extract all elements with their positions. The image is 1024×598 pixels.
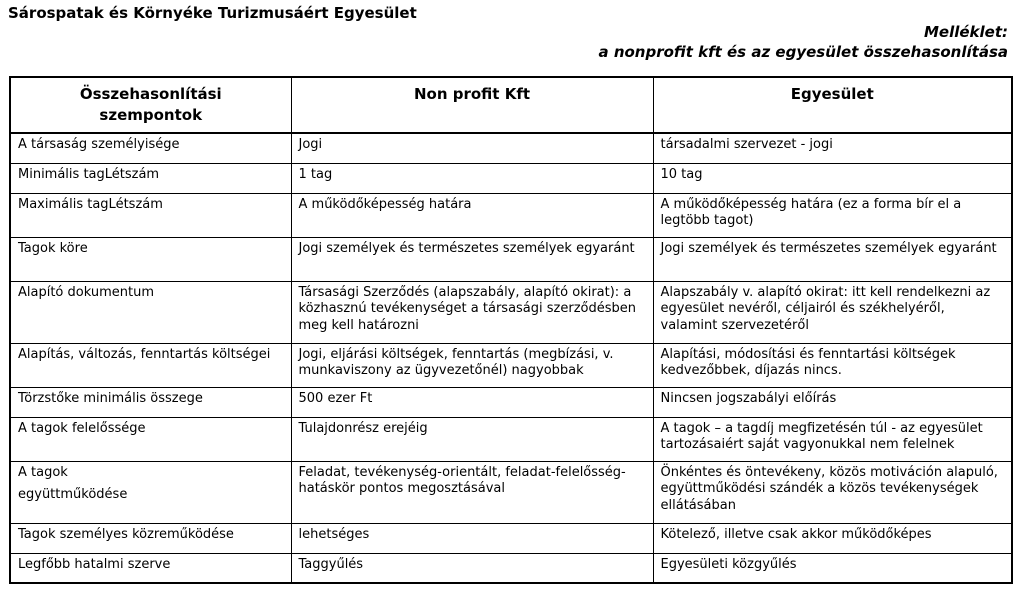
cell-aspect: Tagok köre — [10, 237, 291, 281]
table-header-row — [10, 77, 1012, 133]
cell-aspect: Törzstőke minimális összege — [10, 387, 291, 417]
table-row — [10, 237, 1012, 281]
table-row — [10, 461, 1012, 523]
cell-kft: Jogi — [291, 133, 653, 163]
cell-egyesulet: Alapítási, módosítási és fenntartási költségek kedvezőbbek, díjazás nincs. — [653, 343, 1012, 387]
cell-egyesulet: Alapszabály v. alapító okirat: itt kell rendelkezni az egyesület nevéről, céljairól és székhelyéről, valamint szervezetéről — [653, 281, 1012, 343]
table-row — [10, 133, 1012, 163]
cell-kft: 500 ezer Ft — [291, 387, 653, 417]
annex-heading — [598, 22, 1008, 62]
cell-kft: A működőképesség határa — [291, 193, 653, 237]
table-row — [10, 343, 1012, 387]
annex-subtitle: a nonprofit kft és az egyesület összehasonlítása — [598, 43, 1008, 61]
cell-egyesulet: társadalmi szervezet - jogi — [653, 133, 1012, 163]
table-row — [10, 163, 1012, 193]
cell-aspect: A tagok felelőssége — [10, 417, 291, 461]
organization-title: Sárospatak és Környéke Turizmusáért Egyesület — [8, 4, 417, 22]
cell-kft: 1 tag — [291, 163, 653, 193]
cell-aspect — [10, 461, 291, 523]
column-header-kft: Non profit Kft — [291, 77, 653, 133]
cell-kft: Jogi személyek és természetes személyek egyaránt — [291, 237, 653, 281]
cell-aspect: Minimális tagLétszám — [10, 163, 291, 193]
cell-kft: Taggyűlés — [291, 553, 653, 583]
cell-kft: lehetséges — [291, 523, 653, 553]
cell-aspect-line: együttműködése — [18, 487, 128, 502]
table-row — [10, 281, 1012, 343]
cell-aspect: Tagok személyes közreműködése — [10, 523, 291, 553]
cell-aspect: Alapítás, változás, fenntartás költségei — [10, 343, 291, 387]
table-row — [10, 523, 1012, 553]
annex-label: Melléklet: — [923, 23, 1008, 41]
cell-egyesulet: A tagok – a tagdíj megfizetésén túl - az egyesület tartozásaiért saját vagyonukkal nem felelnek — [653, 417, 1012, 461]
cell-kft: Jogi, eljárási költségek, fenntartás (megbízási, v. munkaviszony az ügyvezetőnél) nagyobbak — [291, 343, 653, 387]
cell-egyesulet: Kötelező, illetve csak akkor működőképes — [653, 523, 1012, 553]
cell-egyesulet: Nincsen jogszabályi előírás — [653, 387, 1012, 417]
column-header-aspect: Összehasonlítási szempontok — [10, 77, 291, 133]
cell-aspect: A társaság személyisége — [10, 133, 291, 163]
cell-egyesulet: Jogi személyek és természetes személyek egyaránt — [653, 237, 1012, 281]
cell-aspect: Legfőbb hatalmi szerve — [10, 553, 291, 583]
table-row — [10, 387, 1012, 417]
table-row — [10, 417, 1012, 461]
cell-kft: Feladat, tevékenység-orientált, feladat-felelősség-hatáskör pontos megosztásával — [291, 461, 653, 523]
cell-aspect-line: A tagok — [18, 464, 68, 480]
cell-egyesulet: A működőképesség határa (ez a forma bír el a legtöbb tagot) — [653, 193, 1012, 237]
table-row — [10, 193, 1012, 237]
column-header-egyesulet: Egyesület — [653, 77, 1012, 133]
cell-aspect: Maximális tagLétszám — [10, 193, 291, 237]
cell-aspect: Alapító dokumentum — [10, 281, 291, 343]
comparison-table — [9, 76, 1013, 584]
cell-kft: Társasági Szerződés (alapszabály, alapító okirat): a közhasznú tevékenységet a társasági szerződésben meg kell határozni — [291, 281, 653, 343]
cell-egyesulet: Egyesületi közgyűlés — [653, 553, 1012, 583]
cell-egyesulet: 10 tag — [653, 163, 1012, 193]
cell-egyesulet: Önkéntes és öntevékeny, közös motiváción alapuló, együttműködési szándék a közös tevékenységek ellátásában — [653, 461, 1012, 523]
table-row — [10, 553, 1012, 583]
cell-kft: Tulajdonrész erejéig — [291, 417, 653, 461]
